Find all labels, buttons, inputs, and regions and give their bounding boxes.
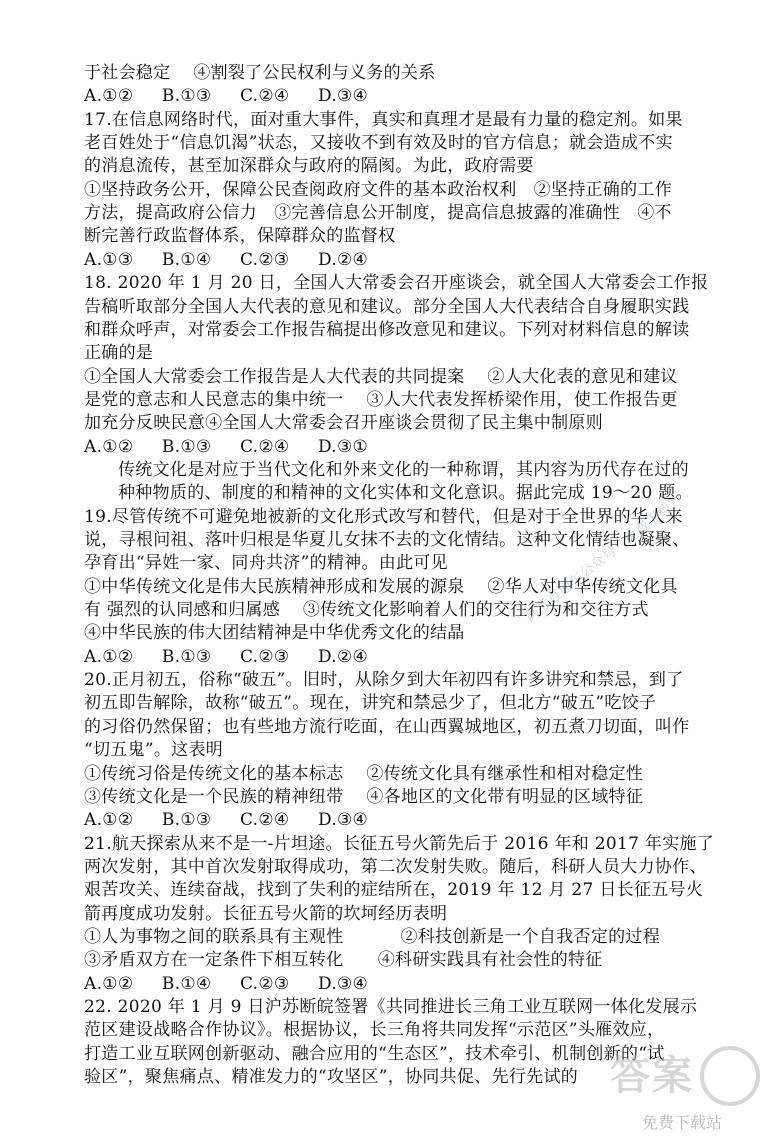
text-line: ①传统习俗是传统文化的基本标志 ②传统文化具有继承性和相对稳定性 (84, 763, 644, 784)
text-line: 告稿听取部分全国人大代表的意见和建议。部分全国人大代表结合自身履职实践 (84, 296, 690, 317)
text-line: ①中华传统文化是伟大民族精神形成和发展的源泉 ②华人对中华传统文化具 (84, 576, 678, 597)
text-line: ①坚持政务公开，保障公民查阅政府文件的基本政治权利 ②坚持正确的工作 (84, 179, 673, 200)
text-line: 22. 2020 年 1 月 9 日沪苏断皖签署《共同推进长三角工业互联网一体化发展示 (84, 997, 698, 1017)
text-line: 的习俗仍然保留；也有些地方流行吃面，在山西翼城地区，初五煮刀切面，叫作 (84, 716, 690, 737)
text-line: ①全国人大常委会工作报告是人大代表的共同提案 ②人大化表的意见和建议 (84, 366, 678, 387)
text-line: 有 强烈的认同感和归属感 ③传统文化影响着人们的交往行为和交往方式 (84, 600, 649, 621)
text-line: 19.尽管传统不可避免地被新的文化形式改写和替代，但是对于全世界的华人来 (84, 506, 683, 527)
text-line: ④中华民族的伟大团结精神是中华优秀文化的结晶 (84, 623, 465, 644)
text-line: A.①② B.①④ C.②③ D.③④ (84, 973, 369, 994)
text-line: 是党的意志和人民意志的集中统一 ③人大代表发挥桥梁作用，使工作报告更 (84, 389, 678, 410)
text-line: 20.正月初五，俗称“破五”。旧时，从除夕到大年初四有许多讲究和禁忌，到了 (84, 670, 684, 691)
text-line: 18. 2020 年 1 月 20 日，全国人大常委会召开座谈会，就全国人大常委会工作报 (84, 273, 709, 294)
text-line: 21.航天探索从来不是一-片坦途。长征五号火箭先后于 2016 年和 2017 年实施了 (84, 833, 715, 854)
logo-text: 答案 (610, 1053, 694, 1099)
text-line: 种种物质的、制度的和精神的文化实体和文化意识。据此完成 19～20 题。 (118, 483, 693, 504)
site-logo (592, 1040, 768, 1138)
logo-subtitle: 免费下载站 (642, 1113, 723, 1132)
text-line: 箭再度成功发射。长征五号火箭的坎坷经历表明 (84, 903, 448, 924)
text-line: A.①② B.①③ C.②③ D.②④ (84, 646, 369, 667)
text-line: “切五鬼”。这表明 (84, 740, 224, 761)
text-line: 范区建设战略合作协议》。根据协议，长三角将共同发挥“示范区”头雁效应， (84, 1020, 665, 1041)
text-line: 老百姓处于“信息饥渴”状态，又接收不到有效及时的官方信息；就会造成不实 (84, 133, 673, 154)
text-line: 初五即告解除，故称“破五”。现在，讲究和禁忌少了，但北方“破五”吃饺子 (84, 693, 657, 714)
text-line: ③传统文化是一个民族的精神纽带 ④各地区的文化带有明显的区域特征 (84, 786, 644, 807)
text-line: 加充分反映民意④全国人大常委会召开座谈会贯彻了民主集中制原则 (84, 413, 603, 434)
text-line: 17.在信息网络时代，面对重大事件，真实和真理才是最有力量的稳定剂。如果 (84, 109, 683, 130)
logo-circle-icon (700, 1046, 760, 1106)
text-line: A.①② B.①③ C.②④ D.③① (84, 436, 369, 457)
watermark-text: 高考直通车公众号《免费下载》 (521, 491, 687, 625)
text-line: 传统文化是对应于当代文化和外来文化的一种称谓，其内容为历代存在过的 (118, 459, 689, 480)
text-line: A.①③ B.①④ C.②③ D.②④ (84, 249, 369, 270)
text-line: 正确的是 (84, 343, 154, 364)
text-line: A.①② B.①③ C.②④ D.③④ (84, 810, 369, 831)
text-line: 打造工业互联网创新驱动、融合应用的“生态区”，技术牵引、机制创新的“试 (84, 1043, 665, 1064)
text-line: ③矛盾双方在一定条件下相互转化 ④科研实践具有社会性的特征 (84, 950, 603, 971)
text-line: 断完善行政监督体系，保障群众的监督权 (84, 226, 396, 247)
text-line: 孕育出“异姓一家、同舟共济”的精神。由此可见 (84, 553, 448, 574)
text-line: ①人为事物之间的联系具有主观性 ②科技创新是一个自我否定的过程 (84, 926, 661, 947)
text-line: 艰苦攻关、连续奋战，找到了失利的症结所在，2019 年 12 月 27 日长征五号火 (84, 880, 704, 901)
text-line: 验区”，聚焦痛点、精准发力的“攻坚区”，协同共促、先行先试的 (84, 1067, 579, 1088)
text-line: 说，寻根问祖、落叶归根是华夏儿女抹不去的文化情结。这种文化情结也凝聚、 (84, 530, 690, 550)
text-line: 方法，提高政府公信力 ③完善信息公开制度，提高信息披露的准确性 ④不 (84, 203, 672, 224)
text-line: 两次发射，其中首次发射取得成功，第二次发射失败。随后，科研人员大力协作、 (84, 856, 707, 877)
text-line: 的消息流传，甚至加深群众与政府的隔阂。为此，政府需要 (84, 156, 534, 177)
text-line: 于社会稳定 ④割裂了公民权利与义务的关系 (84, 63, 436, 83)
text-line: A.①② B.①③ C.②④ D.③④ (84, 86, 369, 107)
text-line: 和群众呼声，对常委会工作报告稿提出修改意见和建议。下列对材料信息的解读 (84, 319, 690, 340)
